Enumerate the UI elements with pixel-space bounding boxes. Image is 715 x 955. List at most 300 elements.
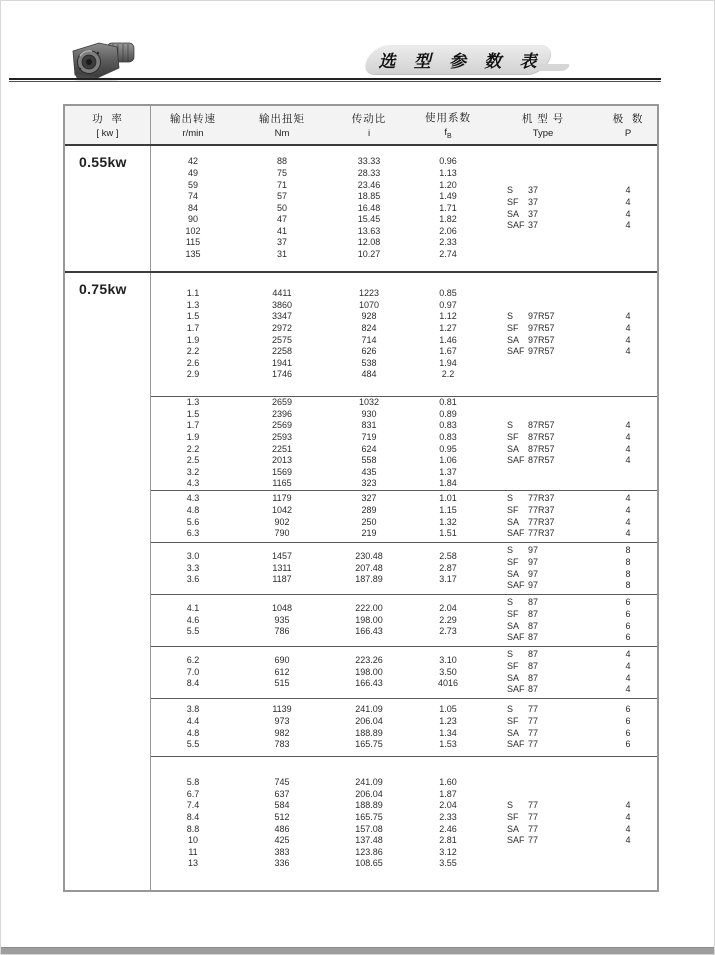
torque-value: 1139	[272, 704, 292, 715]
speed-value: 10	[187, 835, 198, 846]
power-cell	[65, 273, 151, 890]
speed-value: 2.2	[186, 346, 200, 357]
ratio-value: 165.75	[355, 739, 383, 750]
poles-value: 4	[625, 322, 631, 333]
speed-value: 59	[187, 179, 198, 190]
factor-value: 0.83	[439, 431, 457, 442]
poles-value: 4	[625, 455, 631, 466]
factor-value: 2.33	[439, 237, 457, 248]
torque-value: 4411	[272, 288, 292, 299]
speed-value: 4.3	[186, 478, 200, 489]
poles-value: 4	[625, 420, 631, 431]
type-value: SA 87R57	[507, 443, 555, 454]
torque-column	[235, 397, 329, 490]
poles-value: 6	[625, 715, 631, 726]
speed-value: 6.2	[186, 655, 200, 666]
speed-value: 84	[187, 202, 198, 213]
torque-value: 41	[276, 225, 287, 236]
poles-column	[599, 649, 657, 695]
header-type-cn: 机 型 号	[521, 113, 565, 125]
ratio-value: 435	[361, 466, 377, 477]
poles-value: 4	[625, 528, 631, 539]
power-section	[65, 271, 657, 890]
ratio-value: 230.48	[355, 551, 383, 562]
speed-value: 11	[188, 846, 198, 857]
data-block	[151, 698, 657, 756]
factor-value: 1.53	[439, 739, 457, 750]
torque-column	[235, 603, 329, 638]
ratio-value: 1032	[358, 397, 380, 408]
factor-value: 2.81	[439, 835, 457, 846]
header-torque	[235, 106, 329, 144]
table-header-row	[65, 106, 657, 146]
poles-value: 4	[625, 811, 631, 822]
type-value: S 97R57	[507, 311, 555, 322]
ratio-value: 719	[361, 431, 377, 442]
torque-value: 3347	[271, 311, 293, 322]
poles-value: 8	[625, 568, 631, 579]
speed-value: 90	[187, 214, 198, 225]
type-value: SF 77	[507, 715, 539, 726]
gearmotor-image	[67, 35, 139, 83]
poles-value: 4	[625, 208, 631, 219]
speed-value: 4.8	[186, 504, 200, 515]
torque-value: 1746	[271, 369, 293, 380]
header-torque-unit: Nm	[274, 128, 290, 139]
speed-value: 1.9	[186, 431, 200, 442]
header-factor-unit: $f_B$	[444, 127, 452, 140]
header-torque-cn: 输出扭矩	[259, 113, 305, 125]
type-value: SAF 77R37	[507, 528, 555, 539]
ratio-column	[329, 655, 409, 690]
poles-column	[599, 545, 657, 591]
header-type	[487, 106, 599, 144]
torque-value: 612	[274, 666, 290, 677]
torque-value: 973	[274, 715, 290, 726]
type-value: S 77	[507, 800, 539, 811]
factor-value: 2.87	[439, 562, 457, 573]
ratio-column	[329, 397, 409, 490]
speed-value: 4.8	[186, 727, 200, 738]
type-value: SA 77	[507, 823, 539, 834]
poles-column	[599, 311, 657, 357]
ratio-value: 558	[361, 455, 377, 466]
torque-value: 783	[274, 739, 290, 750]
ratio-column	[329, 493, 409, 539]
poles-value: 6	[625, 727, 631, 738]
speed-value: 102	[185, 225, 201, 236]
speed-value: 8.4	[186, 678, 200, 689]
torque-value: 790	[274, 528, 290, 539]
factor-value: 1.06	[439, 455, 457, 466]
torque-value: 902	[274, 516, 290, 527]
factor-value: 2.58	[439, 551, 457, 562]
speed-value: 8.8	[186, 823, 200, 834]
type-value: SA 77	[507, 727, 539, 738]
factor-value: 0.81	[439, 397, 457, 408]
type-value: S 77	[507, 704, 539, 715]
speed-value: 115	[185, 237, 201, 248]
ratio-column	[329, 156, 409, 260]
speed-value: 135	[185, 249, 201, 260]
page-footer-band	[1, 947, 714, 954]
poles-value: 4	[625, 185, 631, 196]
speed-column	[151, 493, 235, 539]
torque-column	[235, 156, 329, 260]
poles-value: 4	[625, 220, 631, 231]
torque-value: 50	[276, 202, 287, 213]
ratio-value: 188.89	[355, 800, 383, 811]
torque-value: 1048	[271, 603, 293, 614]
factor-value: 2.04	[439, 603, 457, 614]
ratio-value: 198.00	[355, 614, 383, 625]
factor-value: 1.32	[439, 516, 457, 527]
speed-value: 1.7	[186, 420, 200, 431]
type-value: S 77R37	[507, 493, 555, 504]
factor-value: 3.50	[439, 666, 457, 677]
factor-value: 3.55	[439, 858, 457, 869]
ratio-value: 207.48	[355, 562, 383, 573]
header-speed-cn: 输出转速	[170, 113, 216, 125]
speed-value: 49	[187, 167, 198, 178]
speed-column	[151, 397, 235, 490]
torque-value: 3860	[271, 299, 293, 310]
ratio-value: 241.09	[355, 704, 383, 715]
ratio-value: 250	[361, 516, 377, 527]
speed-value: 5.5	[186, 739, 200, 750]
factor-value: 0.95	[439, 443, 457, 454]
type-value: SA 87	[507, 620, 539, 631]
torque-value: 88	[276, 156, 287, 167]
poles-value: 4	[625, 516, 631, 527]
blocks-container	[151, 273, 657, 890]
ratio-value: 123.86	[355, 846, 383, 857]
torque-value: 2013	[271, 455, 293, 466]
power-section	[65, 146, 657, 271]
ratio-value: 930	[361, 408, 377, 419]
ratio-value: 206.04	[355, 788, 383, 799]
torque-value: 2659	[271, 397, 293, 408]
factor-value: 1.34	[439, 727, 457, 738]
torque-value: 31	[276, 249, 287, 260]
factor-value: 1.15	[439, 504, 457, 515]
factor-value: 1.37	[439, 466, 457, 477]
poles-value: 6	[625, 597, 631, 608]
torque-value: 1165	[272, 478, 292, 489]
torque-value: 425	[274, 835, 290, 846]
factor-value: 2.74	[439, 249, 457, 260]
ratio-value: 166.43	[355, 678, 383, 689]
factor-column	[409, 704, 487, 750]
factor-value: 1.01	[439, 493, 457, 504]
torque-value: 57	[276, 191, 287, 202]
factor-value: 2.2	[441, 369, 455, 380]
torque-value: 2569	[271, 420, 293, 431]
ratio-column	[329, 603, 409, 638]
factor-value: 2.04	[439, 800, 457, 811]
data-block	[151, 646, 657, 698]
page-title: 选 型 参 数 表	[378, 52, 544, 71]
torque-value: 486	[274, 823, 290, 834]
type-value: SA 37	[507, 208, 539, 219]
factor-value: 1.27	[439, 322, 457, 333]
header-factor	[409, 106, 487, 144]
type-value: SF 87R57	[507, 431, 555, 442]
type-value: SA 87	[507, 672, 539, 683]
speed-value: 3.2	[186, 466, 200, 477]
selection-parameter-table	[63, 104, 659, 892]
header-ratio-cn: 传动比	[351, 113, 387, 125]
factor-value: 4016	[437, 678, 459, 689]
ratio-value: 157.08	[355, 823, 383, 834]
table-body	[65, 146, 657, 890]
type-value: S 87	[507, 649, 539, 660]
poles-value: 4	[625, 311, 631, 322]
torque-value: 383	[274, 846, 290, 857]
factor-value: 1.87	[439, 788, 457, 799]
type-column	[487, 311, 599, 357]
speed-value: 3.8	[186, 704, 200, 715]
speed-value: 1.3	[186, 299, 200, 310]
header-power	[65, 106, 151, 144]
poles-value: 6	[625, 704, 631, 715]
factor-value: 1.23	[439, 715, 457, 726]
poles-value: 4	[625, 660, 631, 671]
torque-value: 336	[274, 858, 290, 869]
poles-value: 4	[625, 346, 631, 357]
speed-column	[151, 655, 235, 690]
poles-value: 4	[625, 684, 631, 695]
ratio-value: 289	[361, 504, 377, 515]
torque-column	[235, 493, 329, 539]
factor-column	[409, 655, 487, 690]
power-label: 0.75kw	[79, 281, 127, 297]
header-poles-unit: P	[624, 128, 632, 139]
torque-value: 1941	[271, 357, 293, 368]
poles-column	[599, 597, 657, 643]
speed-value: 7.0	[186, 666, 200, 677]
type-value: SF 97R57	[507, 322, 555, 333]
type-column	[487, 185, 599, 231]
torque-value: 2396	[271, 408, 293, 419]
title-banner	[359, 45, 558, 74]
ratio-value: 28.33	[357, 167, 381, 178]
type-value: SA 97	[507, 568, 539, 579]
torque-column	[235, 704, 329, 750]
poles-value: 4	[625, 443, 631, 454]
poles-value: 8	[625, 545, 631, 556]
factor-value: 1.05	[439, 704, 457, 715]
factor-value: 0.89	[439, 408, 457, 419]
torque-value: 745	[274, 777, 290, 788]
factor-value: 2.06	[439, 225, 457, 236]
header-factor-cn: 使用系数	[425, 112, 471, 125]
factor-value: 1.51	[439, 528, 457, 539]
torque-value: 512	[274, 811, 290, 822]
speed-value: 1.7	[186, 322, 200, 333]
factor-value: 3.12	[439, 846, 457, 857]
speed-value: 6.7	[186, 788, 200, 799]
factor-value: 1.20	[439, 179, 457, 190]
ratio-value: 10.27	[357, 249, 381, 260]
type-value: SA 77R37	[507, 516, 555, 527]
speed-value: 3.6	[186, 574, 200, 585]
ratio-value: 241.09	[355, 777, 383, 788]
ratio-value: 538	[361, 357, 377, 368]
factor-value: 0.97	[439, 299, 457, 310]
torque-value: 37	[276, 237, 287, 248]
data-block	[151, 594, 657, 646]
speed-value: 1.5	[186, 311, 200, 322]
type-value: SF 87	[507, 608, 539, 619]
type-value: SF 97	[507, 556, 539, 567]
type-value: S 97	[507, 545, 539, 556]
torque-column	[235, 551, 329, 586]
header-type-unit: Type	[532, 128, 554, 139]
poles-column	[599, 800, 657, 846]
ratio-value: 1223	[358, 288, 380, 299]
torque-value: 982	[274, 727, 290, 738]
type-value: SAF 97	[507, 580, 539, 591]
power-label: 0.55kw	[79, 154, 127, 170]
type-column	[487, 704, 599, 750]
factor-value: 1.60	[439, 777, 457, 788]
ratio-value: 223.26	[355, 655, 383, 666]
ratio-value: 137.48	[355, 835, 383, 846]
factor-value: 3.17	[439, 574, 457, 585]
torque-value: 2575	[271, 334, 293, 345]
factor-value: 1.67	[439, 346, 457, 357]
ratio-value: 323	[361, 478, 377, 489]
factor-value: 1.12	[439, 311, 457, 322]
factor-column	[409, 551, 487, 586]
poles-column	[599, 493, 657, 539]
torque-value: 2258	[271, 346, 293, 357]
data-block	[151, 490, 657, 542]
poles-value: 6	[625, 608, 631, 619]
factor-value: 2.46	[439, 823, 457, 834]
type-column	[487, 493, 599, 539]
ratio-value: 714	[361, 334, 377, 345]
torque-value: 584	[274, 800, 290, 811]
ratio-value: 928	[361, 311, 377, 322]
speed-value: 5.6	[186, 516, 200, 527]
torque-value: 1042	[271, 504, 293, 515]
poles-value: 4	[625, 800, 631, 811]
factor-value: 1.71	[439, 202, 457, 213]
speed-value: 8.4	[186, 811, 200, 822]
torque-value: 637	[274, 788, 290, 799]
poles-value: 4	[625, 196, 631, 207]
type-value: SAF 87	[507, 632, 539, 643]
factor-column	[409, 288, 487, 381]
factor-value: 2.33	[439, 811, 457, 822]
type-value: SF 77R37	[507, 504, 555, 515]
ratio-value: 222.00	[355, 603, 383, 614]
speed-value: 1.1	[186, 288, 200, 299]
blocks-container	[151, 146, 657, 271]
torque-value: 935	[274, 614, 290, 625]
type-value: S 37	[507, 185, 539, 196]
type-value: SAF 97R57	[507, 346, 555, 357]
ratio-value: 198.00	[355, 666, 383, 677]
ratio-value: 108.65	[355, 858, 383, 869]
factor-value: 3.10	[439, 655, 457, 666]
ratio-value: 219	[361, 528, 377, 539]
torque-value: 2593	[271, 431, 293, 442]
header-ratio	[329, 106, 409, 144]
ratio-value: 626	[361, 346, 377, 357]
type-value: SF 77	[507, 811, 539, 822]
ratio-value: 13.63	[357, 225, 381, 236]
factor-value: 2.29	[439, 614, 457, 625]
type-value: SAF 77	[507, 835, 539, 846]
torque-value: 1179	[272, 493, 292, 504]
factor-value: 1.84	[439, 478, 457, 489]
factor-value: 0.83	[439, 420, 457, 431]
ratio-value: 12.08	[357, 237, 381, 248]
factor-column	[409, 777, 487, 870]
speed-value: 13	[187, 858, 198, 869]
ratio-value: 187.89	[355, 574, 383, 585]
speed-column	[151, 551, 235, 586]
poles-value: 6	[625, 739, 631, 750]
type-column	[487, 597, 599, 643]
speed-value: 1.3	[186, 397, 200, 408]
header-poles-cn: 极 数	[612, 113, 644, 125]
type-value: S 87	[507, 597, 539, 608]
speed-value: 2.9	[186, 369, 200, 380]
speed-value: 7.4	[186, 800, 200, 811]
torque-value: 75	[276, 167, 287, 178]
speed-value: 4.3	[186, 493, 200, 504]
data-block	[151, 756, 657, 890]
factor-value: 1.49	[439, 191, 457, 202]
poles-value: 4	[625, 431, 631, 442]
ratio-value: 206.04	[355, 715, 383, 726]
speed-value: 4.1	[186, 603, 200, 614]
type-column	[487, 420, 599, 466]
ratio-value: 484	[361, 369, 377, 380]
factor-value: 1.82	[439, 214, 457, 225]
type-column	[487, 649, 599, 695]
poles-column	[599, 185, 657, 231]
ratio-value: 824	[361, 322, 377, 333]
torque-column	[235, 777, 329, 870]
speed-value: 3.3	[186, 562, 200, 573]
type-value: SAF 87	[507, 684, 539, 695]
speed-value: 5.8	[186, 777, 200, 788]
type-value: SAF 77	[507, 739, 539, 750]
speed-value: 2.5	[186, 455, 200, 466]
torque-column	[235, 655, 329, 690]
header-speed-unit: r/min	[182, 128, 204, 139]
torque-value: 71	[276, 179, 287, 190]
ratio-column	[329, 288, 409, 381]
type-value: SA 97R57	[507, 334, 555, 345]
torque-value: 2251	[271, 443, 293, 454]
torque-value: 515	[274, 678, 290, 689]
ratio-value: 15.45	[357, 214, 381, 225]
speed-value: 4.6	[186, 614, 200, 625]
torque-column	[235, 288, 329, 381]
ratio-value: 188.89	[355, 727, 383, 738]
torque-value: 690	[274, 655, 290, 666]
poles-column	[599, 420, 657, 466]
poles-value: 4	[625, 823, 631, 834]
ratio-value: 33.33	[357, 156, 381, 167]
factor-value: 0.85	[439, 288, 457, 299]
